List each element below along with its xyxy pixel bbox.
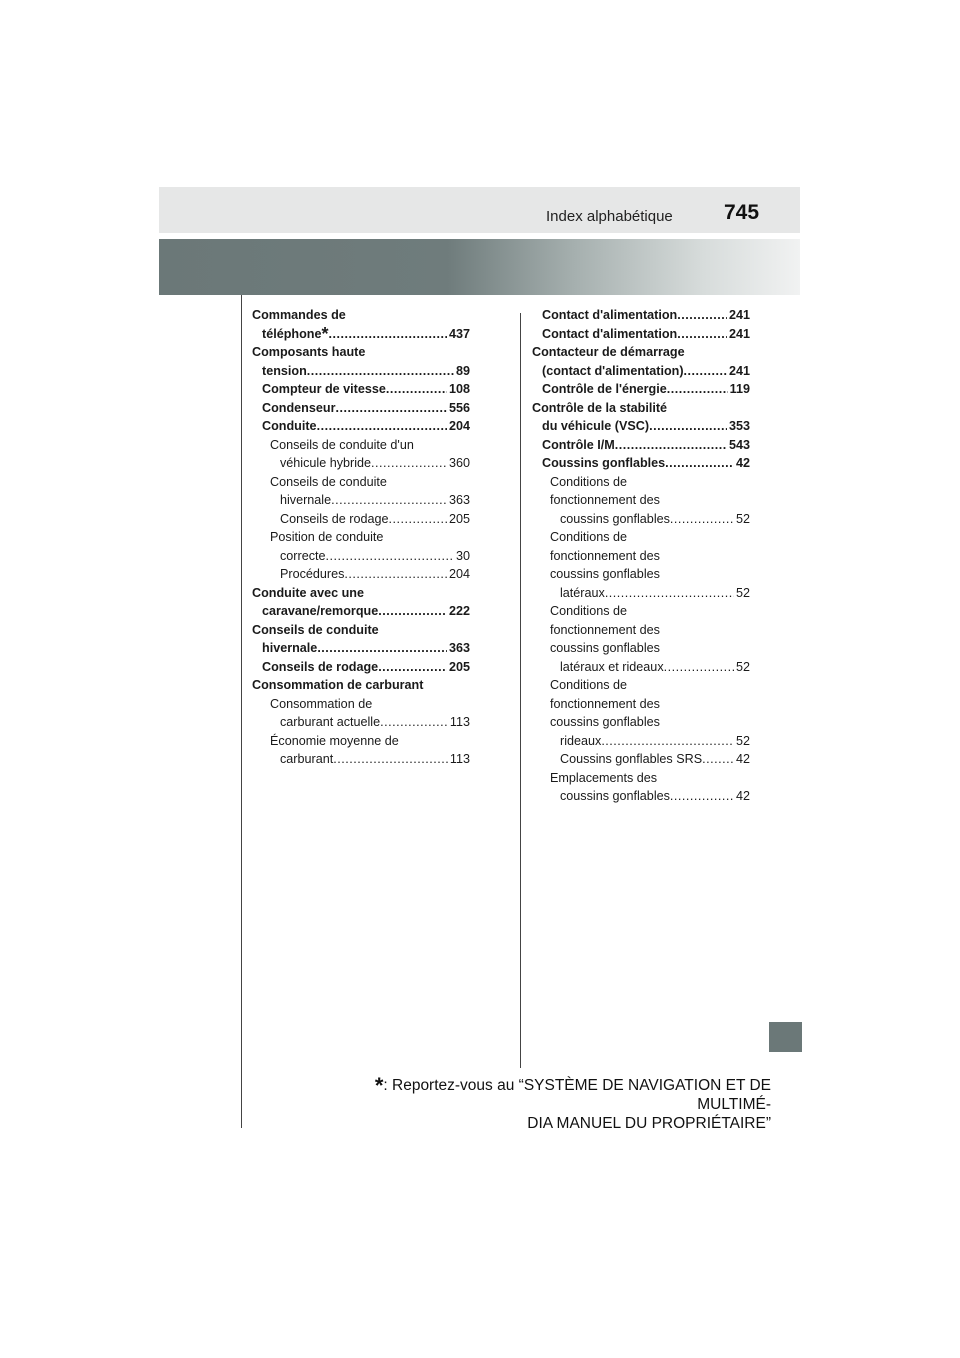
index-entry [252,343,470,380]
entry-leader-line [262,602,470,621]
page-reference: 241 [728,326,750,341]
page-reference: 241 [728,363,750,378]
dot-leader [601,732,734,751]
entry-leader-line [280,750,470,769]
page-reference: 52 [735,659,750,674]
entry-term: carburant [280,752,334,766]
entry-term: Conduite [262,419,317,433]
header-gradient-band [159,239,800,295]
index-subentry [252,436,470,473]
entry-line: coussins gonflables [550,567,660,581]
page-reference: 222 [448,604,470,618]
entry-leader-line [262,417,470,436]
entry-term: hivernale [280,493,332,507]
entry-term: tension [262,363,307,378]
index-subentry [252,528,470,565]
entry-line: Contacteur de démarrage [532,345,685,359]
entry-term: téléphone [262,326,322,341]
dot-leader [684,362,727,381]
entry-line: fonctionnement des [550,493,660,507]
entry-leader-line [262,362,470,381]
page-reference: 241 [728,308,750,322]
dot-leader [317,639,447,658]
index-entry [252,676,470,695]
dot-leader [344,565,447,584]
entry-term: (contact d'alimentation) [542,363,684,378]
index-subentry [252,473,470,510]
entry-term: carburant actuelle [280,715,381,729]
page-reference: 119 [729,382,750,396]
dot-leader [326,547,454,566]
left-margin-rule [241,295,242,1128]
page-reference: 52 [735,511,750,526]
dot-leader [335,399,447,418]
page-reference: 556 [448,400,470,415]
entry-term: hivernale [262,641,318,655]
index-subentry [252,695,470,732]
index-entry [532,306,750,325]
index-subentry [532,676,750,750]
entry-leader-line [560,787,750,806]
entry-leader-line [560,510,750,529]
index-entry [252,584,470,621]
page-reference: 42 [735,752,750,766]
entry-leader-line [542,380,750,399]
dot-leader [670,510,734,529]
entry-line: fonctionnement des [550,548,660,563]
index-entry [252,417,470,436]
entry-term: Condenseur [262,400,336,415]
index-entry [532,343,750,380]
entry-term: véhicule hybride [280,456,372,470]
entry-term: coussins gonflables [560,789,670,803]
entry-line: Économie moyenne de [270,733,399,748]
page-reference: 360 [448,456,470,470]
index-subentry [252,510,470,529]
entry-leader-line [542,417,750,436]
section-title: Index alphabétique [546,208,673,225]
index-subentry [532,602,750,676]
entry-line: Composants haute [252,345,366,359]
index-entry [532,399,750,436]
entry-term: latéraux [560,585,605,600]
entry-term: Coussins gonflables [542,456,666,470]
entry-line: fonctionnement des [550,622,660,637]
entry-term: Procédures [280,567,345,581]
entry-line: Consommation de carburant [252,678,424,692]
entry-leader-line [262,658,470,677]
footnote-line-2: DIA MANUEL DU PROPRIÉTAIRE” [527,1115,771,1132]
entry-leader-line [542,362,750,381]
footnote-text-1: : Reportez-vous au “SYSTÈME DE NAVIGATION ET DE MULTIMÉ- [383,1077,771,1113]
entry-term: Compteur de vitesse [262,382,386,396]
entry-term: Contrôle de l'énergie [542,382,667,396]
dot-leader [677,325,727,344]
entry-term: Coussins gonflables SRS [560,752,703,766]
dot-leader [665,454,734,473]
chapter-thumb-tab [769,1022,802,1052]
entry-leader-line [542,306,750,325]
index-subentry [532,769,750,806]
index-subentry [252,732,470,769]
dot-leader [378,602,447,621]
entry-line: Conseils de conduite [270,474,387,489]
entry-line: Conditions de [550,604,628,618]
entry-term: du véhicule (VSC) [542,419,650,433]
dot-leader [664,658,734,677]
entry-line: coussins gonflables [550,715,660,729]
page-reference: 42 [735,789,750,803]
entry-line: Conditions de [550,530,628,544]
entry-line: coussins gonflables [550,641,660,655]
index-entry [252,658,470,677]
entry-leader-line [560,732,750,751]
page-number: 745 [724,201,760,224]
entry-leader-line [280,454,470,473]
entry-leader-line [262,399,470,418]
footnote [300,1073,771,1133]
index-entry [532,436,750,455]
index-subentry [532,528,750,602]
entry-line: Consommation de [270,696,373,711]
page-reference: 437 [448,326,470,341]
entry-leader-line [542,436,750,455]
entry-leader-line [560,750,750,769]
entry-term: caravane/remorque [262,604,379,618]
dot-leader [329,325,447,344]
dot-leader [667,380,728,399]
index-subentry [252,565,470,584]
entry-line: Conditions de [550,474,628,489]
dot-leader [317,417,447,436]
entry-line: Position de conduite [270,530,384,544]
dot-leader [649,417,727,436]
page-reference: 113 [449,715,470,729]
index-entry [252,306,470,343]
entry-line: Conseils de conduite d'un [270,437,414,452]
header-strip [159,187,800,233]
dot-leader [615,436,727,455]
entry-leader-line [262,380,470,399]
entry-line: Commandes de [252,308,346,322]
entry-line: Conduite avec une [252,585,364,600]
index-subentry [532,750,750,769]
dot-leader [386,380,447,399]
page-reference: 205 [448,511,470,526]
index-entry [532,454,750,473]
entry-leader-line [542,325,750,344]
entry-leader-line [542,454,750,473]
entry-term: correcte [280,548,326,563]
entry-term: Contrôle I/M [542,437,615,452]
page-reference: 204 [448,567,470,581]
index-column-left [252,306,470,769]
entry-leader-line [560,658,750,677]
page-reference: 363 [448,641,470,655]
page-reference: 52 [735,733,750,748]
index-column-right [532,306,750,806]
dot-leader [702,750,734,769]
entry-line: Emplacements des [550,770,658,785]
index-entry [252,380,470,399]
dot-leader [378,658,447,677]
page-reference: 363 [448,493,470,507]
page-reference: 113 [449,752,470,766]
footnote-line-1 [300,1073,771,1114]
entry-leader-line [280,713,470,732]
entry-term: latéraux et rideaux [560,659,664,674]
entry-term: Conseils de rodage [262,659,379,674]
dot-leader [307,362,454,381]
index-entry [532,380,750,399]
entry-leader-line [280,510,470,529]
entry-line: Contrôle de la stabilité [532,400,668,415]
page-reference: 108 [448,382,470,396]
entry-line: fonctionnement des [550,696,660,711]
dot-leader [371,454,447,473]
entry-term: Contact d'alimentation [542,326,678,341]
entry-leader-line [560,584,750,603]
footnote-marker: * [374,1073,384,1098]
page-reference: 30 [455,548,470,563]
entry-term: Conseils de rodage [280,511,389,526]
entry-leader-line [280,491,470,510]
entry-line: Conditions de [550,678,628,692]
index-entry [252,621,470,658]
dot-leader [333,750,448,769]
column-divider [520,313,521,1068]
page-reference: 205 [448,659,470,674]
page-reference: 204 [448,419,470,433]
entry-term: rideaux [560,733,602,748]
page-reference: 89 [455,363,470,378]
page-reference: 543 [728,437,750,452]
dot-leader [389,510,447,529]
page-reference: 353 [728,419,750,433]
entry-line: Conseils de conduite [252,622,379,637]
entry-leader-line [280,547,470,566]
entry-term: coussins gonflables [560,511,670,526]
page-reference: 42 [735,456,750,470]
page-reference: 52 [735,585,750,600]
entry-leader-line: téléphone * ..... 437 [262,325,470,344]
dot-leader [331,491,447,510]
entry-term: Contact d'alimentation [542,308,678,322]
dot-leader [670,787,734,806]
index-subentry [532,473,750,529]
index-entry [532,325,750,344]
dot-leader [380,713,448,732]
index-entry [252,399,470,418]
dot-leader [677,306,727,325]
entry-leader-line [262,639,470,658]
entry-leader-line [280,565,470,584]
dot-leader [605,584,734,603]
